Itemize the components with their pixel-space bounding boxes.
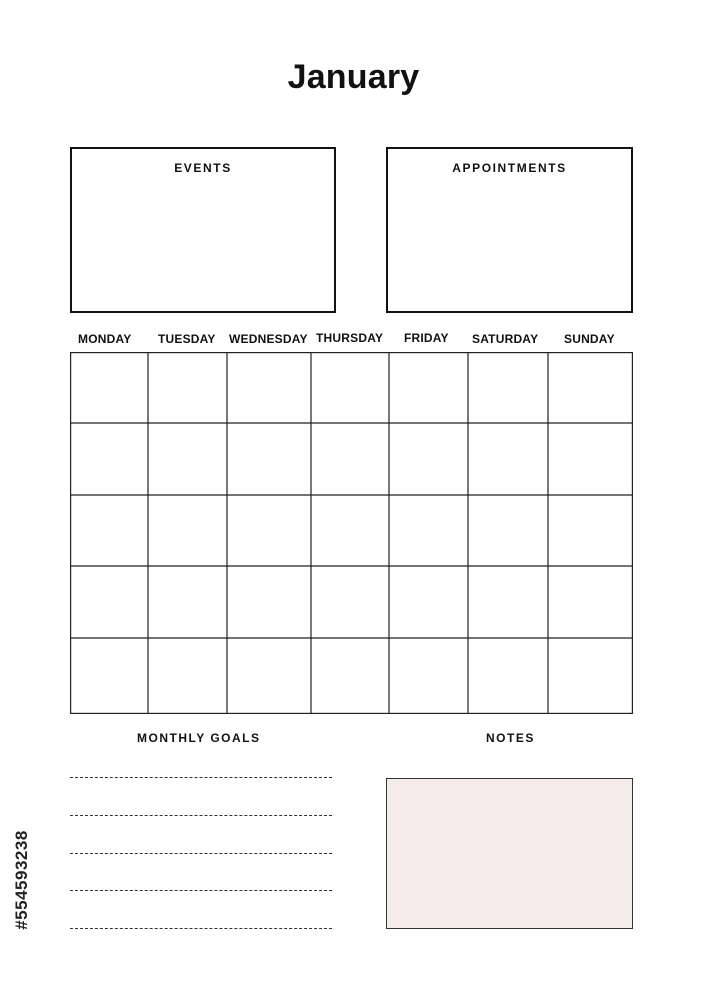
page-title: January — [287, 58, 420, 96]
events-label: EVENTS — [174, 161, 232, 175]
calendar-grid-lines — [70, 352, 633, 714]
events-box[interactable] — [70, 147, 336, 313]
day-header-friday: FRIDAY — [404, 331, 449, 345]
day-header-wednesday: WEDNESDAY — [229, 332, 308, 346]
appointments-label: APPOINTMENTS — [452, 161, 567, 175]
goal-line-3[interactable] — [70, 853, 332, 854]
day-header-sunday: SUNDAY — [564, 332, 615, 346]
goal-line-1[interactable] — [70, 777, 332, 778]
monthly-goals-label: MONTHLY GOALS — [137, 731, 261, 745]
notes-label: NOTES — [486, 731, 535, 745]
side-image-id-text: #554593238 — [12, 830, 31, 930]
goal-line-4[interactable] — [70, 890, 332, 891]
goal-line-2[interactable] — [70, 815, 332, 816]
appointments-box[interactable] — [386, 147, 633, 313]
day-header-thursday: THURSDAY — [316, 331, 384, 345]
notes-box[interactable] — [386, 778, 633, 929]
day-header-monday: MONDAY — [78, 332, 132, 346]
goal-line-5[interactable] — [70, 928, 332, 929]
side-image-id — [10, 760, 34, 1000]
day-header-tuesday: TUESDAY — [158, 332, 216, 346]
calendar-grid[interactable] — [70, 352, 633, 714]
day-header-saturday: SATURDAY — [472, 332, 539, 346]
